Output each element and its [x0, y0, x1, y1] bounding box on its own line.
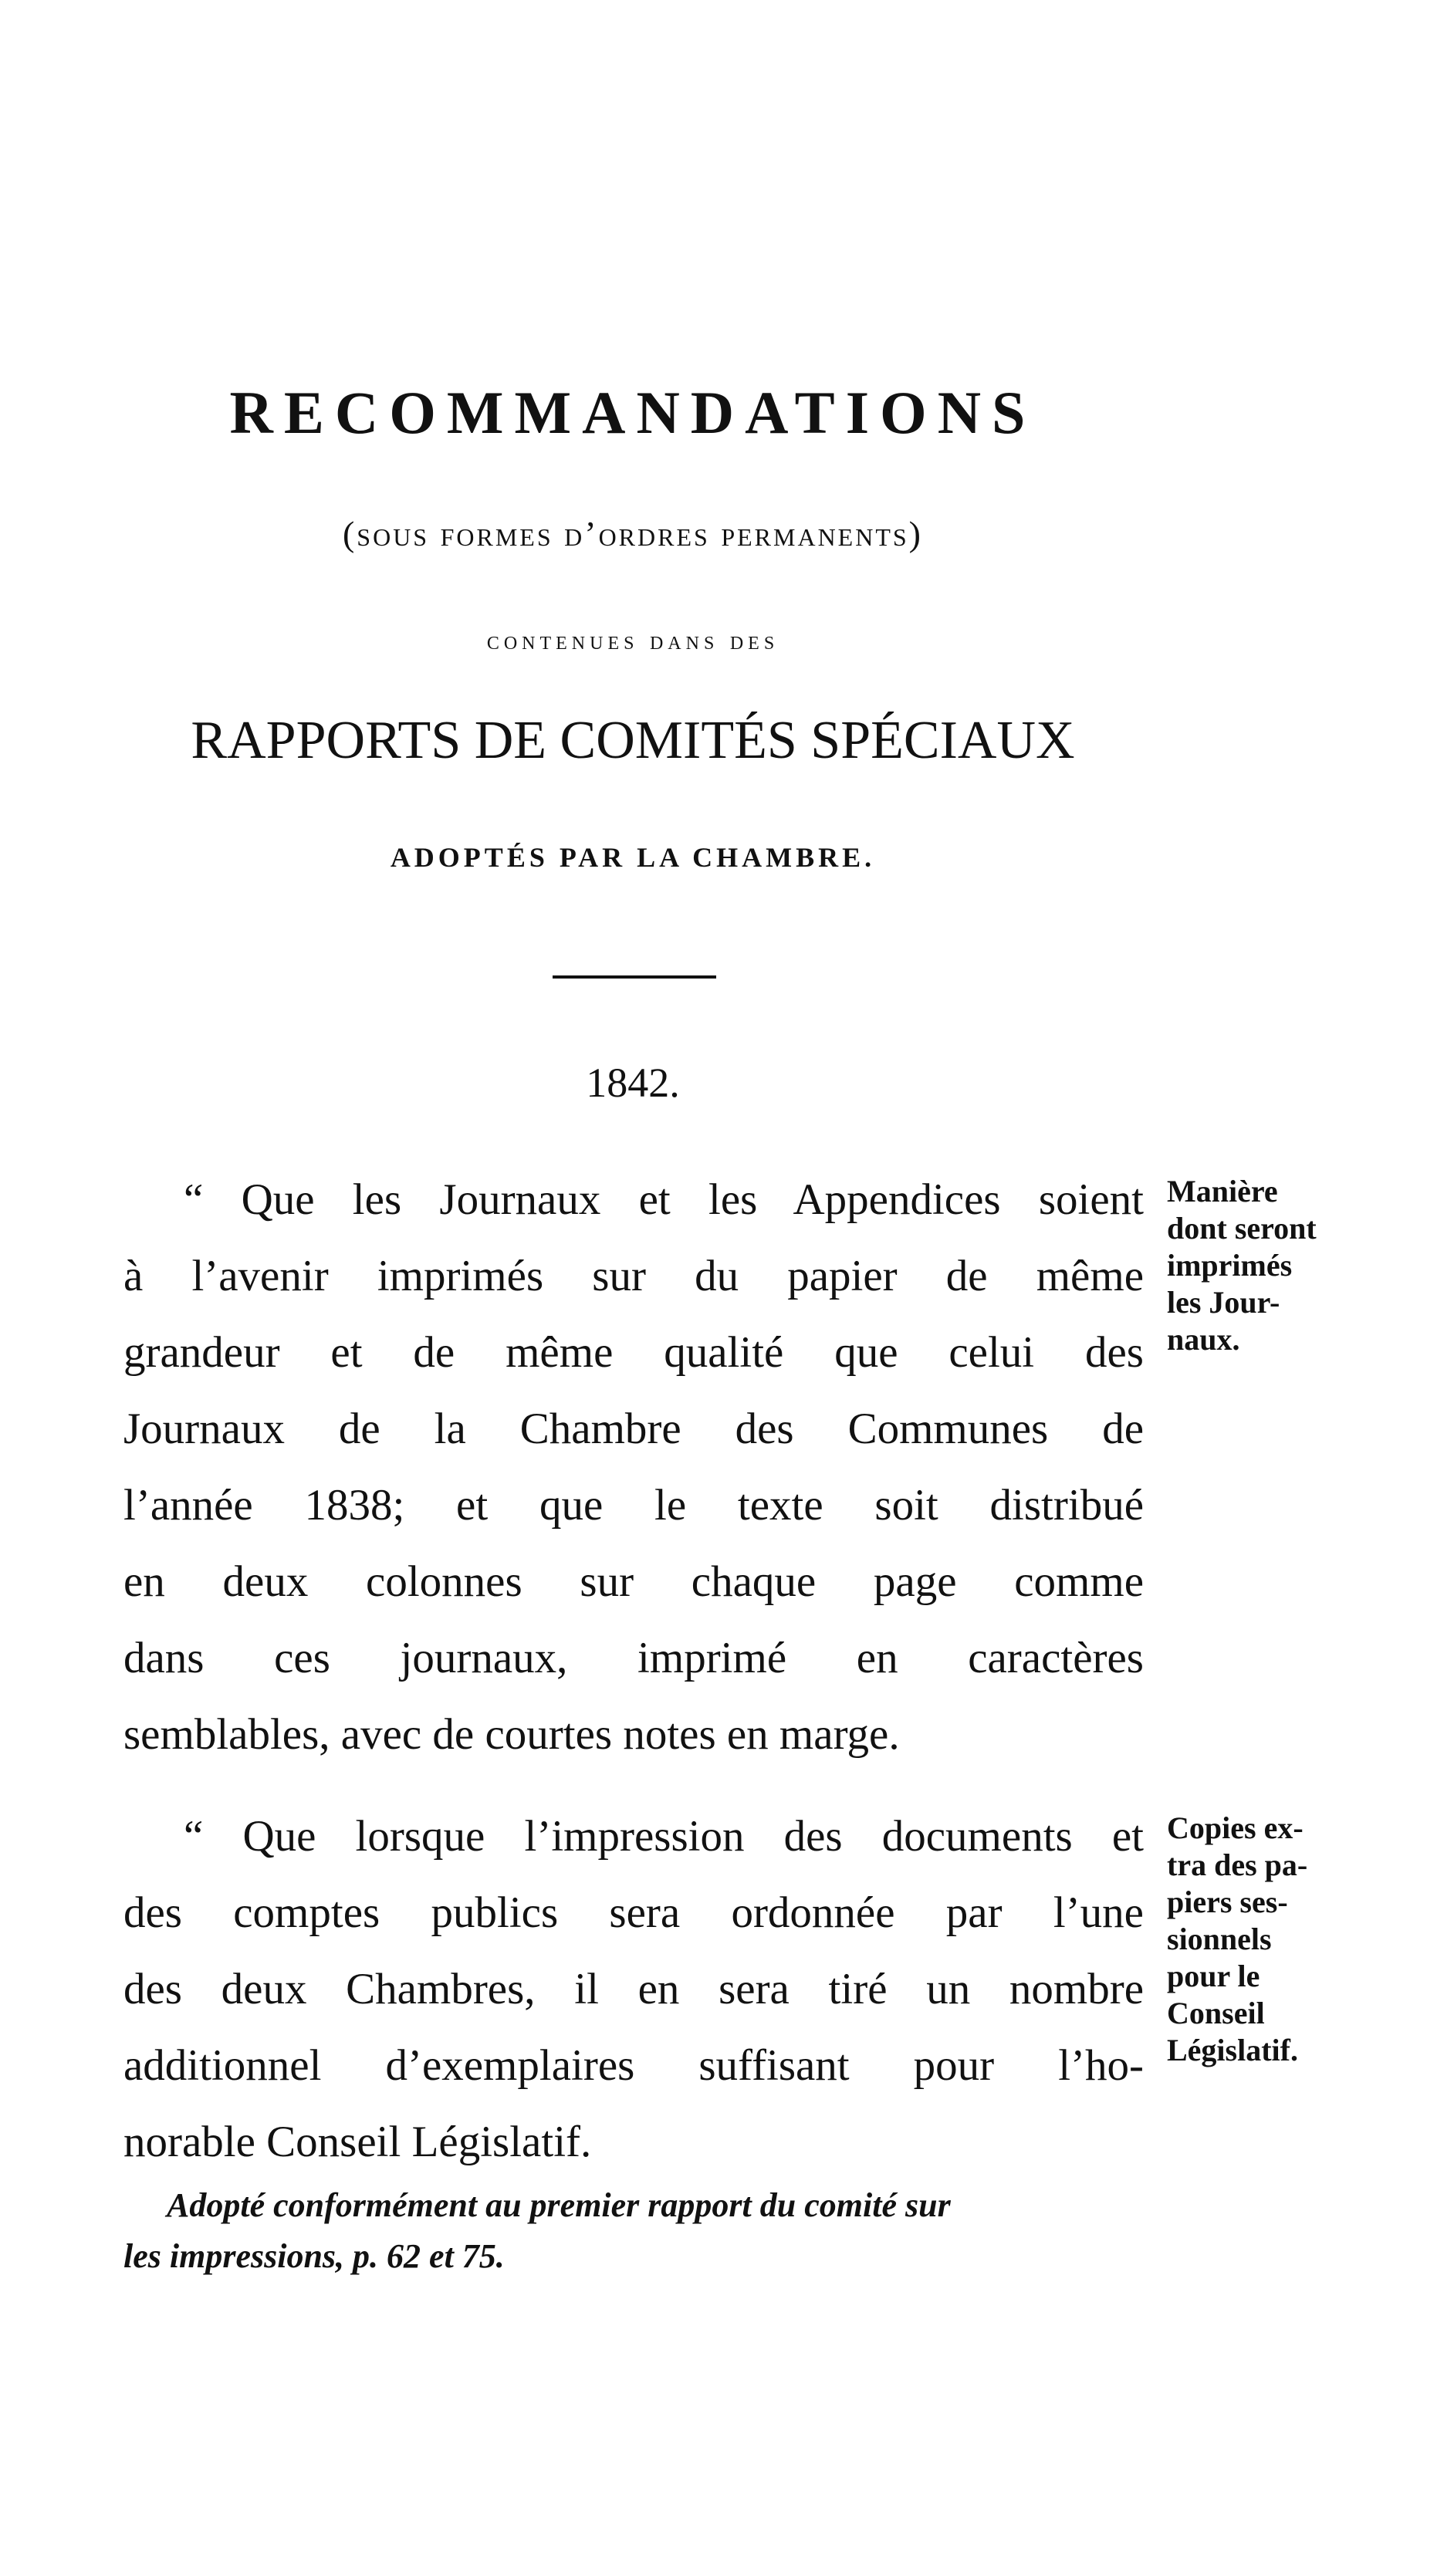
margin-note-copies	[1167, 1810, 1352, 2069]
adopted-heading: ADOPTÉS PAR LA CHAMBRE.	[390, 842, 876, 873]
paragraph-line: des comptes publics sera ordonnée par l’une	[123, 1888, 1144, 1937]
margin-note-line: les Jour-	[1167, 1285, 1280, 1320]
adopted-note-line: Adopté conformément au premier rapport du comité sur	[167, 2186, 951, 2224]
year-heading: 1842.	[586, 1060, 680, 1106]
paragraph-line: “ Que lorsque l’impression des documents et	[184, 1812, 1144, 1861]
paragraph-journaux	[123, 1161, 1144, 1773]
page-title: RECOMMANDATIONS	[229, 379, 1036, 446]
margin-note-line: piers ses-	[1167, 1885, 1288, 1919]
adopted-note-line: les impressions, p. 62 et 75.	[123, 2237, 505, 2275]
paragraph-line: semblables, avec de courtes notes en marge.	[123, 1710, 900, 1759]
subtitle: (sous formes d’ordres permanents)	[342, 514, 924, 553]
margin-note-line: dont seront	[1167, 1211, 1317, 1246]
paragraph-line: en deux colonnes sur chaque page comme	[123, 1557, 1144, 1606]
margin-note-line: Copies ex-	[1167, 1810, 1304, 1845]
paragraph-line: additionnel d’exemplaires suffisant pour l’ho-	[123, 2041, 1144, 2090]
margin-note-line: pour le	[1167, 1959, 1260, 1993]
paragraph-line: à l’avenir imprimés sur du papier de même	[123, 1252, 1144, 1300]
paragraph-line: “ Que les Journaux et les Appendices soient	[184, 1175, 1144, 1224]
margin-note-line: Législatif.	[1167, 2033, 1298, 2067]
paragraph-line: dans ces journaux, imprimé en caractères	[123, 1634, 1144, 1682]
margin-note-line: Manière	[1167, 1174, 1278, 1209]
section-heading: RAPPORTS DE COMITÉS SPÉCIAUX	[191, 711, 1075, 770]
subtitle-contenues: contenues dans des	[486, 627, 779, 655]
paragraph-line: Journaux de la Chambre des Communes de	[123, 1405, 1144, 1453]
margin-note-line: sionnels	[1167, 1922, 1272, 1956]
horizontal-rule	[553, 975, 716, 979]
paragraph-line: grandeur et de même qualité que celui des	[123, 1328, 1144, 1377]
paragraph-line: des deux Chambres, il en sera tiré un nombre	[123, 1965, 1144, 2013]
margin-note-line: imprimés	[1167, 1248, 1293, 1283]
paragraph-line: norable Conseil Législatif.	[123, 2118, 592, 2166]
margin-note-line: Conseil	[1167, 1996, 1265, 2030]
margin-note-journaux	[1167, 1173, 1352, 1358]
paragraph-impression	[123, 1798, 1144, 2180]
paragraph-line: l’année 1838; et que le texte soit distribué	[123, 1481, 1144, 1530]
margin-note-line: naux.	[1167, 1322, 1240, 1357]
adopted-note	[123, 2180, 1144, 2282]
margin-note-line: tra des pa-	[1167, 1847, 1308, 1882]
